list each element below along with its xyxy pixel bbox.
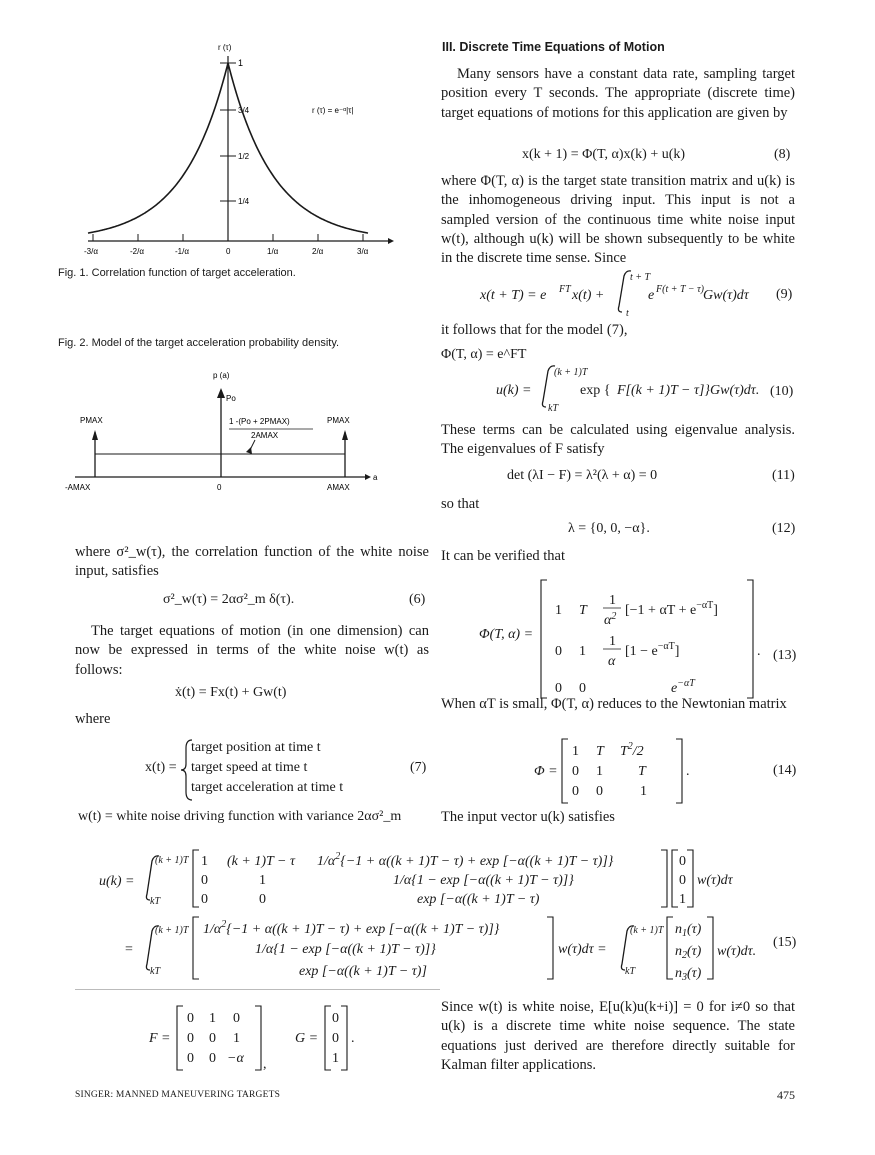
svg-text:0: 0 bbox=[187, 1031, 194, 1046]
svg-text:−α: −α bbox=[227, 1051, 244, 1066]
svg-text:T: T bbox=[638, 764, 646, 779]
x-axis-arrow-icon bbox=[365, 474, 371, 480]
x-left-label: -AMAX bbox=[65, 483, 91, 492]
svg-text:Gw(τ)dτ: Gw(τ)dτ bbox=[703, 288, 749, 303]
running-footer: SINGER: MANNED MANEUVERING TARGETS bbox=[75, 1090, 281, 1100]
svg-text:w(τ)dτ.: w(τ)dτ. bbox=[717, 944, 757, 959]
svg-text:(k + 1)T: (k + 1)T bbox=[554, 367, 588, 378]
svg-text:0: 0 bbox=[209, 1051, 216, 1066]
state-equation: ẋ(t) = Fx(t) + Gw(t) bbox=[175, 685, 287, 700]
svg-text:0: 0 bbox=[187, 1051, 194, 1066]
xtick-label: 1/α bbox=[267, 247, 279, 256]
svg-text:1: 1 bbox=[259, 873, 266, 888]
svg-text:0: 0 bbox=[233, 1011, 240, 1026]
xtick-label: 2/α bbox=[312, 247, 324, 256]
right-paragraph-1: Many sensors have a constant data rate, sampling target position every T seconds. The appropriate (discrete time) target equations of motions for this application are given by bbox=[441, 66, 795, 121]
svg-text:1: 1 bbox=[201, 854, 208, 869]
equation-13-number: (13) bbox=[773, 648, 797, 663]
svg-text:kT: kT bbox=[150, 966, 160, 977]
ytick-label: 1/4 bbox=[238, 197, 250, 206]
svg-text:[−1 + αT + e−αT]: $[-1 + \alpha T + e^{-\alpha T}]$ bbox=[625, 600, 718, 618]
ytick-label: 1 bbox=[238, 58, 244, 68]
svg-text:u(k) =: u(k) = bbox=[496, 383, 532, 398]
equation-7-number: (7) bbox=[410, 760, 427, 775]
phi-definition: Φ(T, α) = e^FT bbox=[441, 347, 527, 362]
svg-text:0: 0 bbox=[555, 644, 562, 659]
xt-lhs: x(t) = bbox=[145, 760, 177, 775]
equation-12-number: (12) bbox=[772, 521, 796, 536]
xt-item-speed: target speed at time t bbox=[191, 760, 308, 775]
formula-label: r (τ) = e⁻ᵅ|τ| bbox=[312, 106, 354, 115]
svg-text:n2(τ): $n_2(\tau)$ bbox=[675, 944, 702, 961]
svg-text:1: 1 bbox=[609, 634, 616, 649]
svg-text:α2: $\alpha^2$ bbox=[604, 611, 617, 628]
svg-text:.: . bbox=[351, 1031, 355, 1046]
svg-text:1: 1 bbox=[640, 784, 647, 799]
svg-text:0: 0 bbox=[572, 784, 579, 799]
ytick-label: 3/4 bbox=[238, 106, 250, 115]
xtick-label: -2/α bbox=[130, 247, 144, 256]
svg-text:exp [−α((k + 1)T − τ): exp [−α((k + 1)T − τ) bbox=[417, 892, 540, 907]
svg-text:x(t) +: x(t) + bbox=[572, 288, 605, 303]
x-axis-arrow-icon bbox=[388, 238, 394, 244]
svg-text:[1 − e−αT]: $[1 - e^{-\alpha T}]$ bbox=[625, 641, 680, 659]
svg-text:0: 0 bbox=[572, 764, 579, 779]
svg-text:0: 0 bbox=[187, 1011, 194, 1026]
pmax-right-label: PMAX bbox=[327, 416, 350, 425]
svg-text:T: T bbox=[579, 603, 587, 618]
arrow-up-icon bbox=[342, 430, 348, 440]
figure-1-plot bbox=[60, 38, 400, 273]
svg-text:0: 0 bbox=[679, 854, 686, 869]
uniform-numerator: 1 -(Po + 2PMAX) bbox=[229, 417, 290, 426]
xt-item-acceleration: target acceleration at time t bbox=[191, 780, 344, 795]
figure-2-caption: Fig. 2. Model of the target acceleration probability density. bbox=[58, 337, 340, 349]
svg-text:x(t + T) = e: x(t + T) = e bbox=[480, 288, 547, 303]
x-zero-label: 0 bbox=[217, 483, 222, 492]
svg-text:w(τ)dτ =: w(τ)dτ = bbox=[558, 942, 607, 957]
svg-text:(k + 1)T: (k + 1)T bbox=[155, 925, 189, 936]
svg-text:=: = bbox=[125, 942, 133, 957]
svg-text:0: 0 bbox=[579, 681, 586, 696]
equation-14-number: (14) bbox=[773, 763, 797, 778]
equation-11-number: (11) bbox=[772, 468, 795, 483]
svg-text:(k + 1)T: (k + 1)T bbox=[155, 855, 189, 866]
x-axis-label: a bbox=[373, 473, 378, 482]
section-heading: III. Discrete Time Equations of Motion bbox=[442, 40, 665, 54]
left-paragraph-2: The target equations of motion (in one dimension) can now be expressed in terms of the white noise w(t) as follows: bbox=[75, 623, 429, 678]
svg-text:0: 0 bbox=[209, 1031, 216, 1046]
svg-text:exp [−α((k + 1)T − τ)]: exp [−α((k + 1)T − τ)] bbox=[299, 964, 427, 979]
figure-2-plot bbox=[55, 368, 395, 498]
equation-9 bbox=[470, 268, 770, 318]
right-paragraph-3: it follows that for the model (7), bbox=[441, 322, 628, 338]
equation-15 bbox=[95, 845, 785, 985]
svg-text:1: 1 bbox=[596, 764, 603, 779]
svg-text:1: 1 bbox=[555, 603, 562, 618]
svg-text:T2/2: $T^2/2$ bbox=[620, 741, 644, 759]
equation-8: x(k + 1) = Φ(T, α)x(k) + u(k) bbox=[522, 147, 686, 162]
svg-text:.: . bbox=[757, 644, 761, 659]
svg-text:(k + 1)T: (k + 1)T bbox=[630, 925, 664, 936]
svg-text:(k + 1)T − τ: (k + 1)T − τ bbox=[227, 854, 295, 869]
svg-text:1: 1 bbox=[572, 744, 579, 759]
page-number: 475 bbox=[777, 1088, 795, 1102]
right-paragraph-4: These terms can be calculated using eigenvalue analysis. The eigenvalues of F satisfy bbox=[441, 422, 795, 458]
bottom-right-paragraph: Since w(t) is white noise, E[u(k)u(k+i)] = 0 for i≠0 so that u(k) is a discrete time white noise sequence. The state equations just derived are therefore directly suitable for Kalman filter applications. bbox=[441, 999, 795, 1073]
svg-text:1: 1 bbox=[679, 892, 686, 907]
svg-text:e−αT: $e^{-\alpha T}$ bbox=[671, 678, 695, 696]
svg-text:0: 0 bbox=[332, 1031, 339, 1046]
xt-item-position: target position at time t bbox=[191, 740, 321, 755]
equation-13 bbox=[475, 572, 775, 702]
figure-2 bbox=[55, 368, 395, 498]
svg-text:kT: kT bbox=[548, 403, 558, 413]
where-label: where bbox=[75, 711, 111, 727]
svg-text:0: 0 bbox=[201, 873, 208, 888]
svg-text:0: 0 bbox=[596, 784, 603, 799]
svg-text:Φ(T, α) =: Φ(T, α) = bbox=[479, 627, 534, 642]
svg-text:1/α{1 − exp [−α((k + 1)T − τ)]: 1/α{1 − exp [−α((k + 1)T − τ)]} bbox=[393, 873, 574, 888]
svg-text:kT: kT bbox=[150, 896, 160, 907]
equation-14 bbox=[530, 735, 730, 807]
right-paragraph-2: where Φ(T, α) is the target state transition matrix and u(k) is the inhomogeneous driving input. This input is not a sampled version of the continuous time white noise input w(t), although u(k) will be shown subsequently to be white in the discrete time sense. Since bbox=[441, 173, 795, 267]
xtick-label: 3/α bbox=[357, 247, 369, 256]
svg-text:1: 1 bbox=[332, 1051, 339, 1066]
svg-text:1/α{1 − exp [−α((k + 1)T − τ)]: 1/α{1 − exp [−α((k + 1)T − τ)]} bbox=[255, 942, 436, 957]
separator-line bbox=[75, 989, 440, 990]
f-g-matrices bbox=[145, 1002, 375, 1074]
svg-text:kT: kT bbox=[625, 966, 635, 977]
figure-1 bbox=[60, 38, 400, 283]
svg-text:0: 0 bbox=[332, 1011, 339, 1026]
svg-text:e: e bbox=[648, 288, 655, 303]
svg-text:F[(k + 1)T − τ]}Gw(τ)dτ.: F[(k + 1)T − τ]}Gw(τ)dτ. bbox=[617, 383, 760, 398]
equation-10-number: (10) bbox=[770, 384, 794, 399]
xtick-label: 0 bbox=[226, 247, 231, 256]
svg-text:T: T bbox=[596, 744, 604, 759]
svg-text:F =: F = bbox=[149, 1031, 171, 1046]
x-right-label: AMAX bbox=[327, 483, 350, 492]
left-paragraph-1: where σ²_w(τ), the correlation function of the white noise input, satisfies bbox=[75, 544, 429, 580]
svg-text:t + T: t + T bbox=[630, 272, 651, 283]
so-that: so that bbox=[441, 496, 480, 512]
svg-text:1: 1 bbox=[233, 1031, 240, 1046]
pointer-arrow-icon bbox=[246, 447, 252, 454]
svg-text:0: 0 bbox=[555, 681, 562, 696]
wt-definition: w(t) = white noise driving function with variance 2ασ²_m bbox=[78, 809, 402, 824]
svg-text:1/α2{−1 + α((k + 1)T − τ) + ex: $1/\alpha^2\{-1 + \alpha((k + 1)T - \tau) + \exp [-\alpha((k + 1)T - \tau)]\}$ bbox=[317, 851, 614, 869]
y-axis-label: r (τ) bbox=[218, 43, 232, 52]
svg-text:0: 0 bbox=[259, 892, 266, 907]
svg-text:Φ =: Φ = bbox=[534, 764, 558, 779]
svg-text:exp {: exp { bbox=[580, 383, 611, 398]
right-paragraph-6: The input vector u(k) satisfies bbox=[441, 809, 615, 825]
svg-text:t: t bbox=[626, 308, 629, 318]
uniform-denominator: 2AMAX bbox=[251, 431, 279, 440]
svg-text:w(τ)dτ: w(τ)dτ bbox=[697, 873, 733, 888]
svg-text:G =: G = bbox=[295, 1031, 319, 1046]
equation-11: det (λI − F) = λ²(λ + α) = 0 bbox=[507, 468, 658, 483]
equation-8-number: (8) bbox=[774, 147, 791, 162]
svg-text:u(k) =: u(k) = bbox=[99, 874, 135, 889]
svg-text:0: 0 bbox=[201, 892, 208, 907]
svg-text:FT: FT bbox=[559, 284, 571, 295]
ytick-label: 1/2 bbox=[238, 152, 250, 161]
p0-label: Po bbox=[226, 394, 236, 403]
xtick-label: -3/α bbox=[84, 247, 98, 256]
svg-text:,: , bbox=[263, 1057, 267, 1072]
arrow-up-icon bbox=[217, 388, 225, 398]
figure-1-caption: Fig. 1. Correlation function of target acceleration. bbox=[58, 267, 296, 279]
svg-text:α: α bbox=[608, 654, 616, 669]
xtick-label: -1/α bbox=[175, 247, 189, 256]
right-paragraph-5: When αT is small, Φ(T, α) reduces to the Newtonian matrix bbox=[441, 696, 787, 712]
svg-text:n3(τ): $n_3(\tau)$ bbox=[675, 966, 702, 983]
equation-6-number: (6) bbox=[409, 592, 426, 607]
verified-text: It can be verified that bbox=[441, 548, 565, 564]
svg-text:.: . bbox=[686, 764, 690, 779]
svg-text:1: 1 bbox=[579, 644, 586, 659]
equation-10 bbox=[490, 363, 790, 413]
svg-text:1: 1 bbox=[209, 1011, 216, 1026]
svg-text:F(t + T − τ): F(t + T − τ) bbox=[656, 284, 705, 295]
equation-12: λ = {0, 0, −α}. bbox=[568, 521, 650, 536]
equation-9-number: (9) bbox=[776, 287, 793, 302]
svg-text:1: 1 bbox=[609, 593, 616, 608]
arrow-up-icon bbox=[92, 430, 98, 440]
y-axis-label: p (a) bbox=[213, 371, 230, 380]
svg-text:1/α2{−1 + α((k + 1)T − τ) + ex: $1/\alpha^2\{-1 + \alpha((k + 1)T - \tau) + \exp [-\alpha((k + 1)T - \tau)]\}$ bbox=[203, 919, 500, 937]
svg-text:0: 0 bbox=[679, 873, 686, 888]
pmax-left-label: PMAX bbox=[80, 416, 103, 425]
equation-6: σ²_w(τ) = 2ασ²_m δ(τ). bbox=[163, 592, 295, 607]
equation-15-number: (15) bbox=[773, 935, 797, 950]
svg-text:n1(τ): $n_1(\tau)$ bbox=[675, 922, 702, 939]
